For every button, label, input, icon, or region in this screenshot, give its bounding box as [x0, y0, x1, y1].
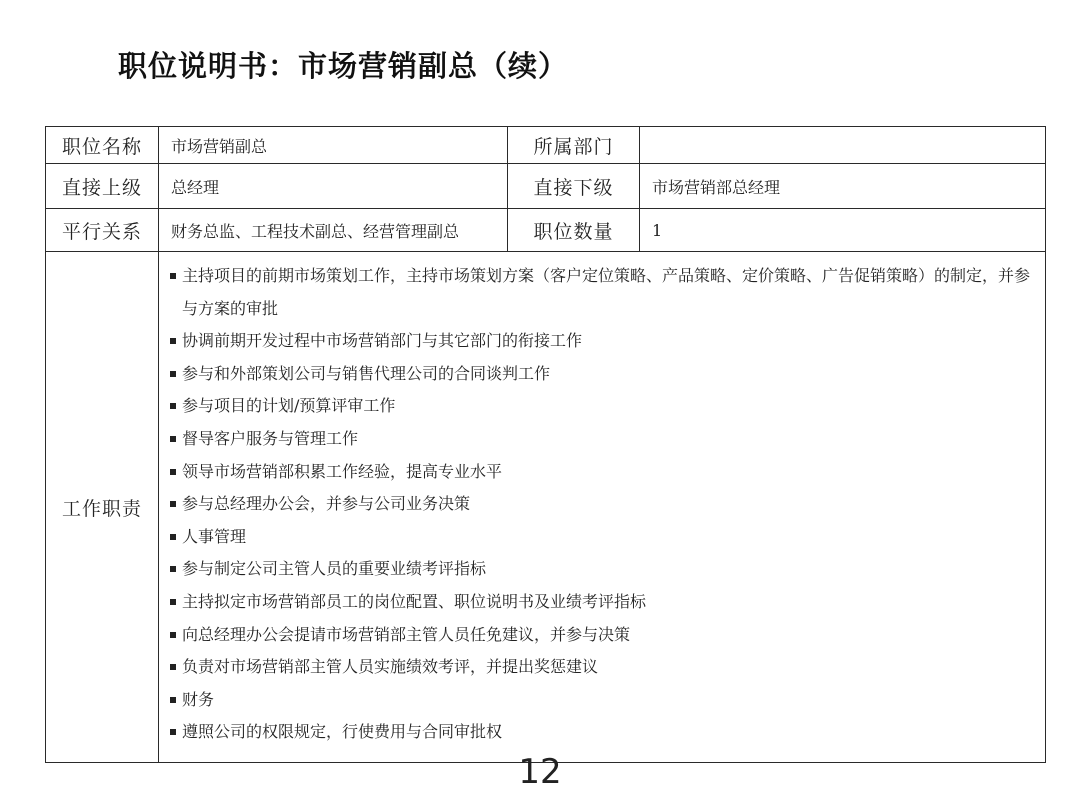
- list-item: 参与项目的计划/预算评审工作: [169, 390, 1037, 423]
- list-item: 领导市场营销部积累工作经验，提高专业水平: [169, 456, 1037, 489]
- direct-subordinate-value: 市场营销部总经理: [640, 164, 1046, 209]
- page-number: 12: [518, 752, 562, 792]
- page-title: 职位说明书：市场营销副总（续）: [118, 49, 569, 83]
- list-item: 参与和外部策划公司与销售代理公司的合同谈判工作: [169, 358, 1037, 391]
- duties-list: [169, 260, 1037, 749]
- department-value: [640, 127, 1046, 164]
- job-description-table: [45, 126, 1046, 763]
- list-item: 参与总经理办公会，并参与公司业务决策: [169, 488, 1037, 521]
- position-name-value: 市场营销副总: [159, 127, 508, 164]
- table-row: [46, 252, 1046, 763]
- direct-superior-label: 直接上级: [46, 164, 159, 209]
- list-item: 督导客户服务与管理工作: [169, 423, 1037, 456]
- duties-cell: [159, 252, 1046, 763]
- headcount-value: 1: [640, 209, 1046, 252]
- list-item: 主持项目的前期市场策划工作，主持市场策划方案（客户定位策略、产品策略、定价策略、广告促销策略）的制定，并参与方案的审批: [169, 260, 1037, 325]
- list-item: 向总经理办公会提请市场营销部主管人员任免建议，并参与决策: [169, 619, 1037, 652]
- parallel-relations-label: 平行关系: [46, 209, 159, 252]
- list-item: 主持拟定市场营销部员工的岗位配置、职位说明书及业绩考评指标: [169, 586, 1037, 619]
- duties-label: 工作职责: [46, 252, 159, 763]
- list-item: 负责对市场营销部主管人员实施绩效考评，并提出奖惩建议: [169, 651, 1037, 684]
- position-name-label: 职位名称: [46, 127, 159, 164]
- list-item: 人事管理: [169, 521, 1037, 554]
- headcount-label: 职位数量: [508, 209, 640, 252]
- table-row: [46, 164, 1046, 209]
- list-item: 协调前期开发过程中市场营销部门与其它部门的衔接工作: [169, 325, 1037, 358]
- list-item: 参与制定公司主管人员的重要业绩考评指标: [169, 553, 1037, 586]
- table-row: [46, 127, 1046, 164]
- department-label: 所属部门: [508, 127, 640, 164]
- list-item: 遵照公司的权限规定，行使费用与合同审批权: [169, 716, 1037, 749]
- list-item: 财务: [169, 684, 1037, 717]
- direct-superior-value: 总经理: [159, 164, 508, 209]
- direct-subordinate-label: 直接下级: [508, 164, 640, 209]
- table-row: [46, 209, 1046, 252]
- parallel-relations-value: 财务总监、工程技术副总、经营管理副总: [159, 209, 508, 252]
